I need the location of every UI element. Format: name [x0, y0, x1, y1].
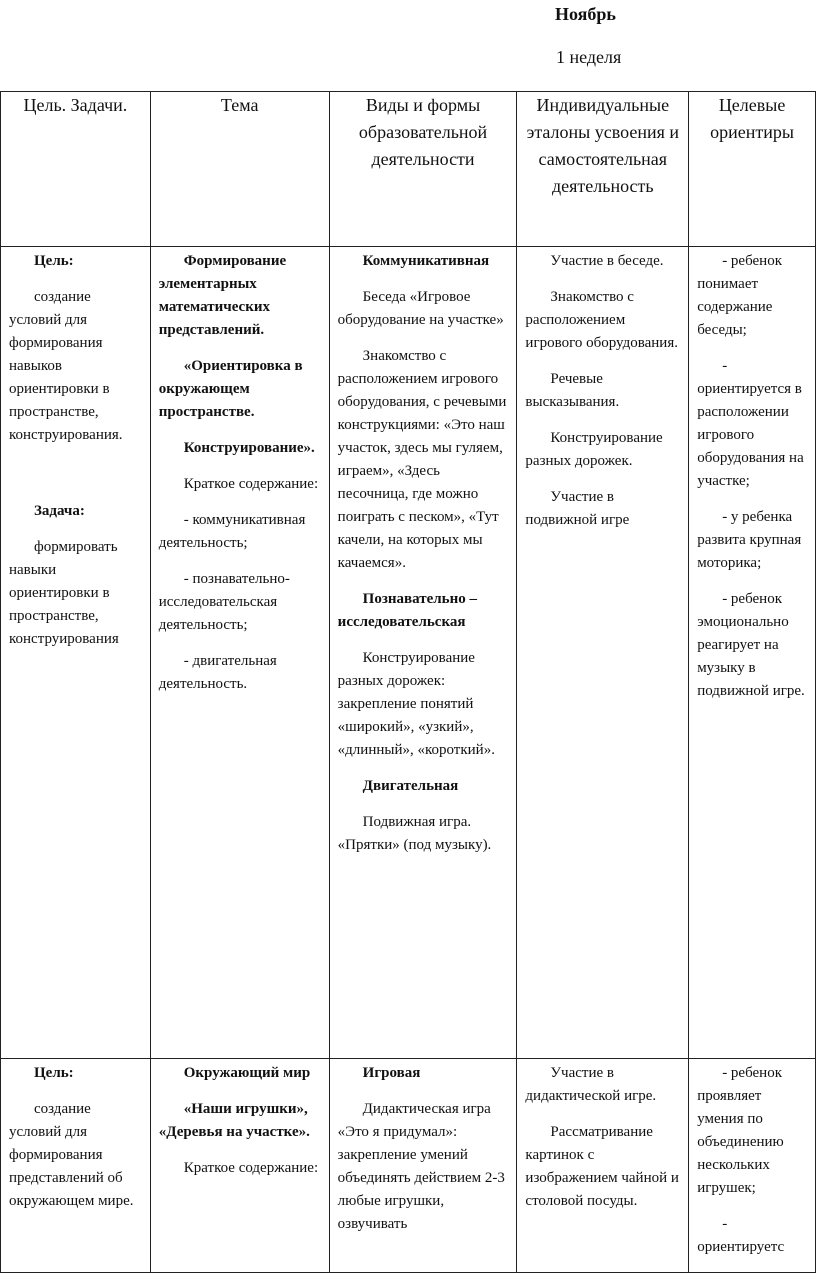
theme-title: «Наши игрушки», «Деревья на участке». [158, 1101, 310, 1140]
activity-text: Конструирование разных дорожек: закрепление понятий «широкий», «узкий», «длинный», «короткий». [337, 650, 495, 758]
col-header-targets: Целевые ориентиры [689, 92, 816, 247]
task-label: Задача: [34, 503, 85, 519]
task-text: формировать навыки ориентировки в пространстве, конструирования [9, 539, 119, 647]
col-header-goal: Цель. Задачи. [1, 92, 151, 247]
activity-heading: Двигательная [362, 778, 459, 794]
activity-text: Дидактическая игра «Это я придумал»: закрепление умений объединять действием 2-3 любые игрушки, озвучивать [337, 1101, 505, 1232]
summary-label: Краткое содержание: [183, 476, 319, 492]
summary-label: Краткое содержание: [183, 1160, 319, 1176]
activity-heading: Познавательно – исследовательская [337, 591, 477, 630]
individual-item: Рассматривание картинок с изображением чайной и столовой посуды. [525, 1124, 679, 1209]
theme-section: Формирование элементарных математических представлений. [158, 253, 287, 338]
goal-label: Цель: [34, 253, 74, 269]
summary-item: - коммуникативная деятельность; [158, 512, 306, 551]
target-item: - у ребенка развита крупная моторика; [697, 509, 802, 571]
activities-cell [329, 247, 517, 1059]
goal-cell [1, 247, 151, 1059]
plan-table [0, 91, 816, 1273]
theme-subtitle: Конструирование». [183, 440, 315, 456]
theme-cell [150, 1059, 329, 1273]
table-row [1, 247, 816, 1059]
targets-cell [689, 247, 816, 1059]
activity-text: Знакомство с расположением игрового оборудования, с речевыми конструкциями: «Это наш участок, здесь мы гуляем, играем», «Здесь песочница, где можно поиграть с песком», «Тут качели, на которых мы качаемся». [337, 348, 507, 571]
activity-heading: Коммуникативная [362, 253, 490, 269]
activity-text: Беседа «Игровое оборудование на участке» [337, 289, 504, 328]
individual-cell [517, 247, 689, 1059]
individual-cell [517, 1059, 689, 1273]
theme-cell [150, 247, 329, 1059]
goal-cell [1, 1059, 151, 1273]
individual-item: Участие в дидактической игре. [525, 1065, 657, 1104]
col-header-theme: Тема [150, 92, 329, 247]
target-item: - ребенок эмоционально реагирует на музыку в подвижной игре. [697, 591, 805, 699]
theme-section: Окружающий мир [183, 1065, 311, 1081]
summary-item: - двигательная деятельность. [158, 653, 277, 692]
activity-heading: Игровая [362, 1065, 421, 1081]
target-item: - ребенок проявляет умения по объединению нескольких игрушек; [697, 1065, 784, 1196]
col-header-individual: Индивидуальные эталоны усвоения и самостоятельная деятельность [517, 92, 689, 247]
individual-item: Знакомство с расположением игрового оборудования. [525, 289, 678, 351]
goal-label: Цель: [34, 1065, 74, 1081]
targets-cell [689, 1059, 816, 1273]
individual-item: Участие в беседе. [550, 253, 664, 269]
summary-item: - познавательно-исследовательская деятельность; [158, 571, 290, 633]
target-item: - ориентируетс [697, 1216, 785, 1255]
activity-text: Подвижная игра. «Прятки» (под музыку). [337, 814, 492, 853]
individual-item: Конструирование разных дорожек. [525, 430, 663, 469]
target-item: - ребенок понимает содержание беседы; [697, 253, 782, 338]
goal-text: создание условий для формирования представлений об окружающем мире. [9, 1101, 134, 1209]
goal-text: создание условий для формирования навыков ориентировки в пространстве, конструирования. [9, 289, 123, 443]
month-title: Ноябрь [555, 4, 616, 24]
table-row [1, 1059, 816, 1273]
theme-title: «Ориентировка в окружающем пространстве. [158, 358, 303, 420]
target-item: - ориентируется в расположении игрового оборудования на участке; [697, 358, 804, 489]
col-header-activities: Виды и формы образовательной деятельности [329, 92, 517, 247]
week-label: 1 неделя [556, 47, 622, 67]
individual-item: Речевые высказывания. [525, 371, 620, 410]
header-row [1, 92, 816, 247]
activities-cell [329, 1059, 517, 1273]
individual-item: Участие в подвижной игре [525, 489, 630, 528]
